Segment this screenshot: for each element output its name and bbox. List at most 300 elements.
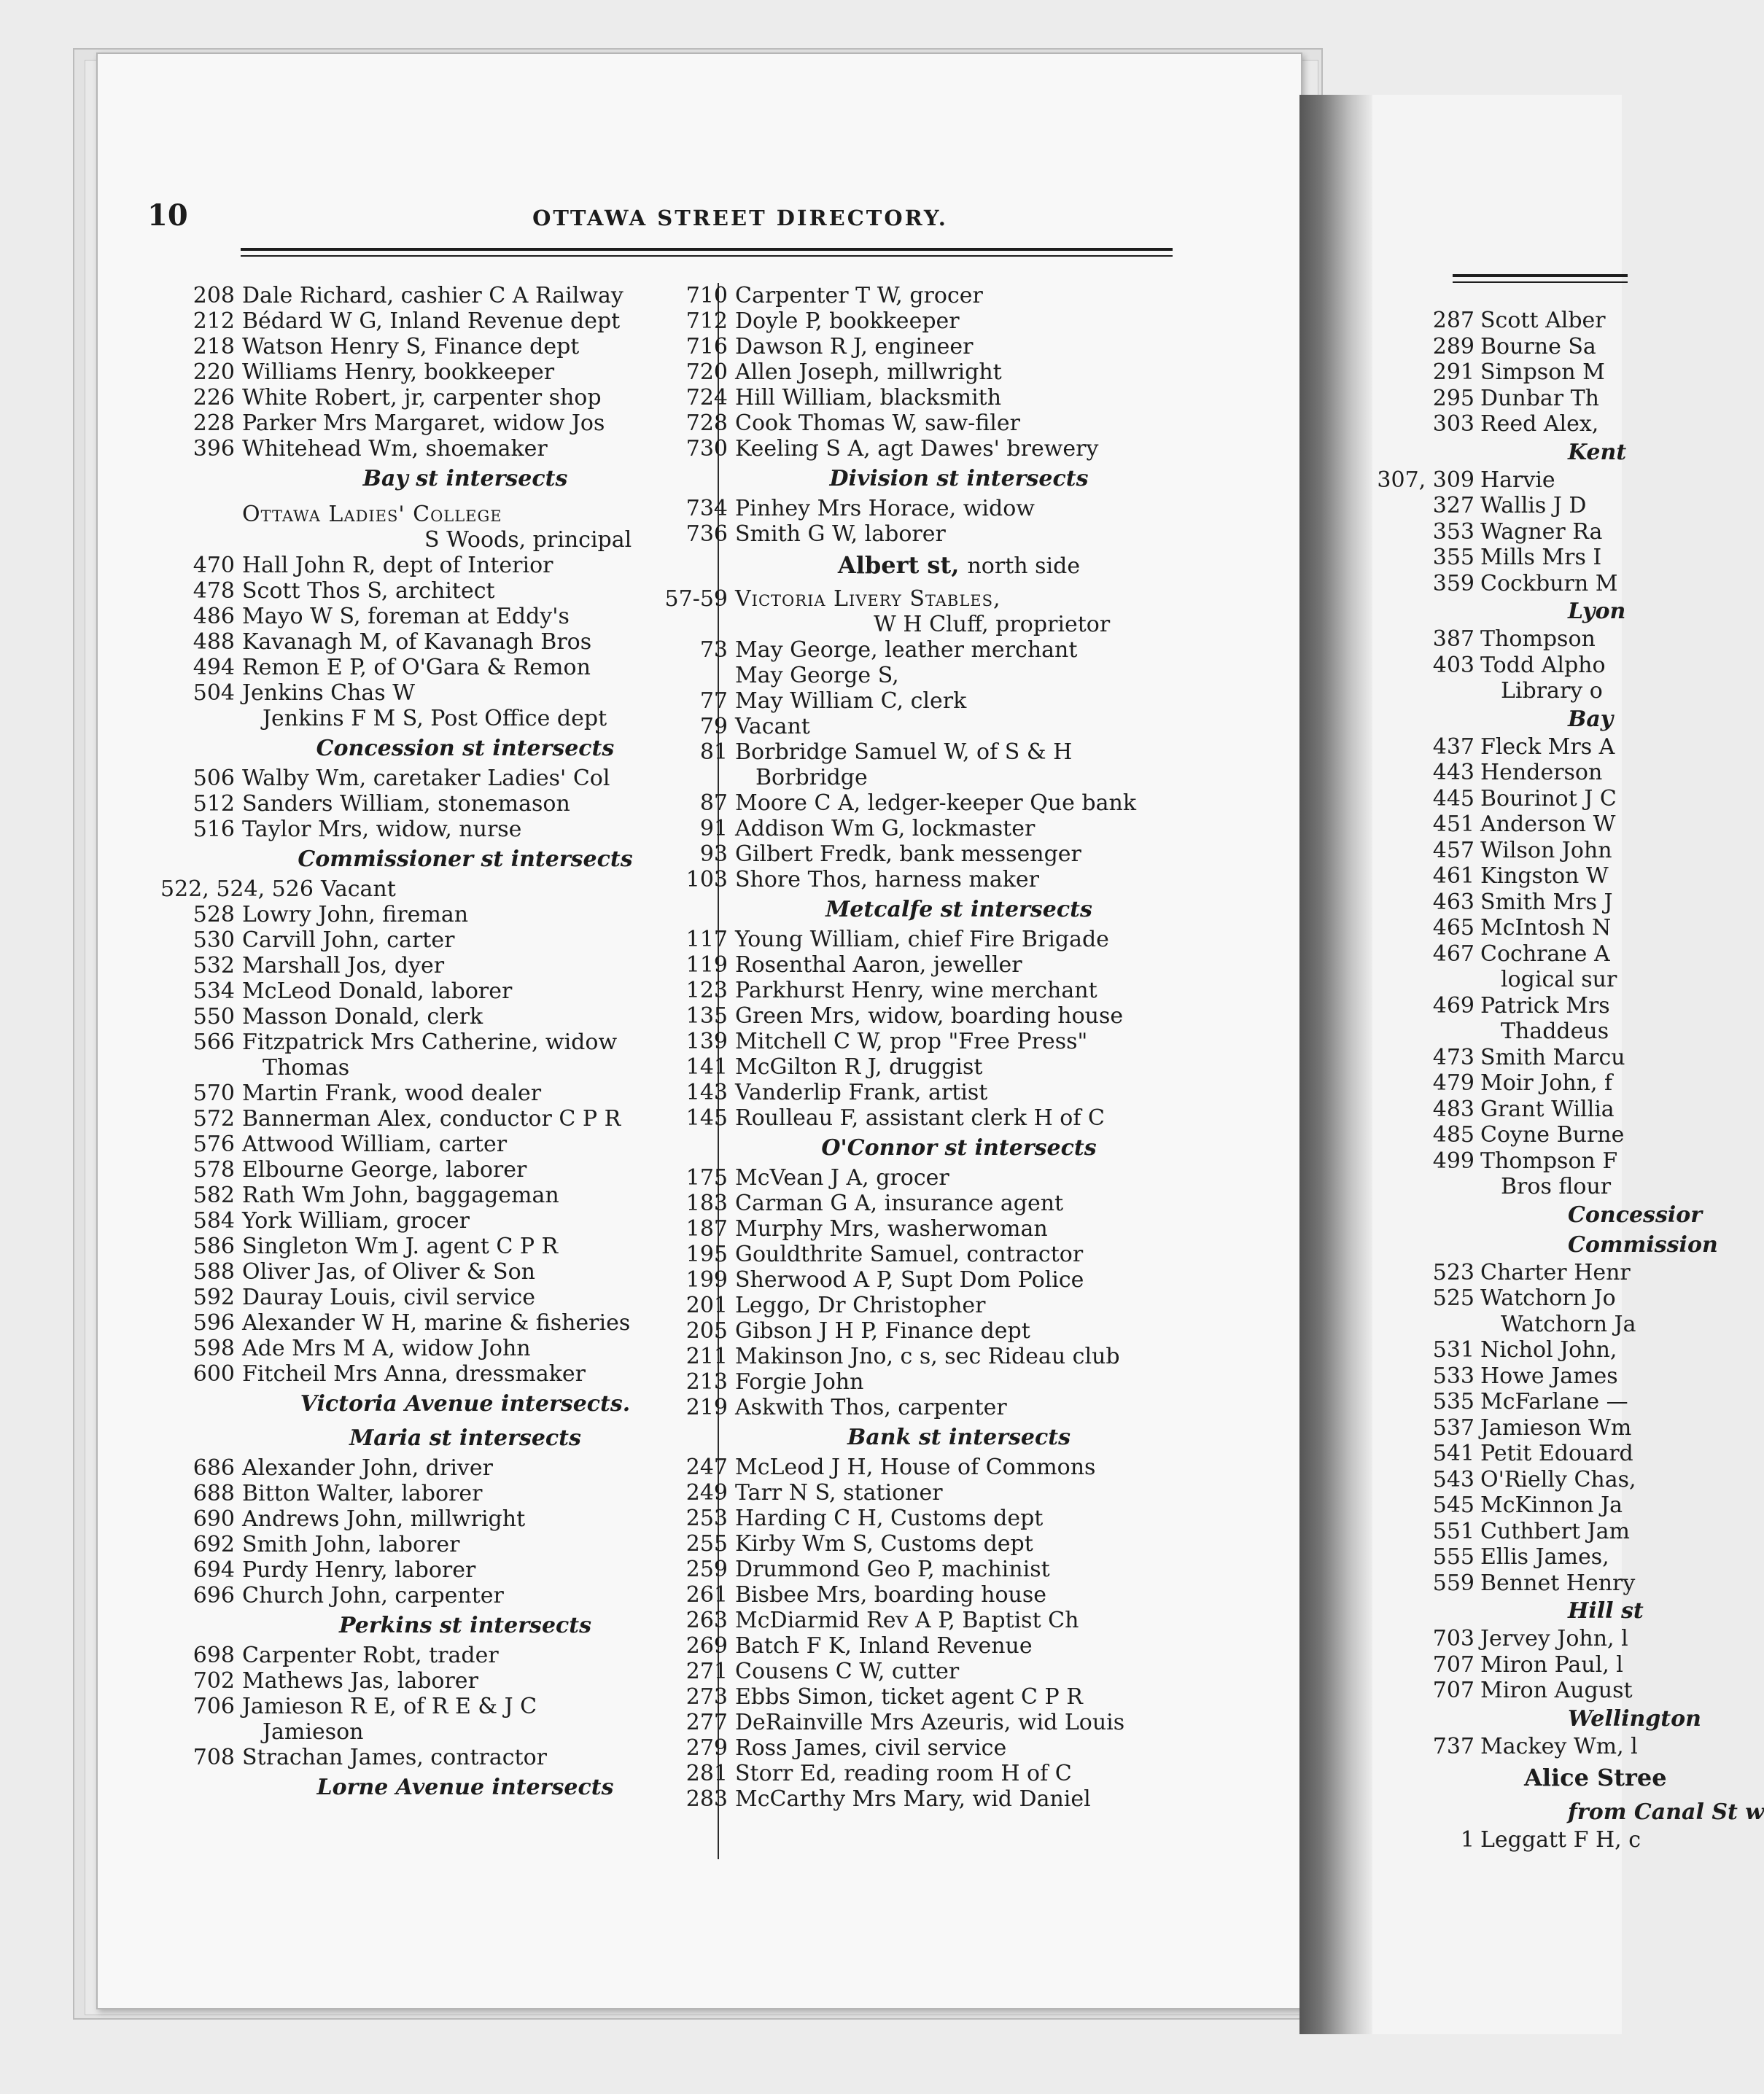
resident-text: Smith G W, laborer — [735, 521, 946, 547]
resident-text: Kavanagh M, of Kavanagh Bros — [242, 629, 592, 655]
resident-text: Attwood William, carter — [242, 1132, 508, 1157]
house-number: 271 — [685, 1659, 728, 1684]
resident-text: Strachan James, contractor — [242, 1745, 548, 1770]
house-number: 504 — [193, 680, 235, 706]
directory-entry — [1432, 308, 1764, 334]
resident-text: Allen Joseph, millwright — [735, 359, 1002, 385]
resident-text: Doyle P, bookkeeper — [735, 308, 960, 334]
resident-text: Bourinot J C — [1480, 785, 1617, 811]
directory-entry — [193, 578, 688, 604]
house-number: 525 — [1432, 1285, 1474, 1311]
directory-entry — [685, 927, 1183, 952]
directory-entry — [1432, 1544, 1764, 1570]
directory-entry — [193, 953, 688, 978]
directory-entry — [1432, 1337, 1764, 1363]
directory-entry — [1432, 785, 1764, 812]
directory-entry — [1432, 1070, 1764, 1097]
cross-street-heading: Bank st intersects — [847, 1425, 1071, 1450]
cross-street-heading: Bay — [1568, 706, 1614, 732]
house-number: 255 — [685, 1531, 728, 1557]
house-number: 273 — [685, 1684, 728, 1710]
directory-entry — [1460, 1827, 1764, 1853]
house-number: 582 — [193, 1183, 235, 1208]
resident-text: Alexander W H, marine & fisheries — [242, 1310, 631, 1336]
directory-entry — [685, 334, 1183, 359]
directory-entry — [193, 283, 688, 308]
resident-text: Murphy Mrs, washerwoman — [735, 1216, 1048, 1242]
house-number: 696 — [193, 1583, 235, 1608]
house-number: 578 — [193, 1157, 235, 1183]
resident-text: Patrick Mrs — [1480, 992, 1610, 1019]
directory-entry — [1432, 1259, 1764, 1286]
resident-text: Drummond Geo P, machinist — [735, 1557, 1050, 1582]
street-heading — [735, 547, 1183, 586]
resident-text: Todd Alpho — [1480, 652, 1606, 678]
house-number: 201 — [685, 1293, 728, 1318]
resident-text: Purdy Henry, laborer — [242, 1557, 476, 1583]
resident-text: Reed Alex, — [1480, 411, 1599, 437]
resident-text: McDiarmid Rev A P, Baptist Ch — [735, 1608, 1079, 1633]
resident-text: Watchorn Jo — [1480, 1285, 1616, 1311]
house-number: 139 — [685, 1029, 728, 1054]
house-number: 73 — [699, 637, 728, 663]
house-number: 253 — [685, 1506, 728, 1531]
directory-entry — [685, 1557, 1183, 1582]
resident-text: Jamieson R E, of R E & J C — [242, 1694, 537, 1719]
directory-entry — [685, 1684, 1183, 1710]
directory-entry — [664, 586, 1183, 612]
directory-entry — [1432, 626, 1764, 653]
house-number: 123 — [685, 978, 728, 1003]
house-number: 183 — [685, 1191, 728, 1216]
directory-entry — [685, 496, 1183, 521]
directory-entry — [685, 1191, 1183, 1216]
house-number: 307, 309 — [1377, 467, 1474, 493]
directory-entry — [699, 714, 1183, 739]
directory-entry — [193, 359, 688, 385]
directory-entry — [1432, 1678, 1764, 1704]
directory-entry — [193, 1259, 688, 1285]
directory-entry — [1432, 652, 1764, 679]
directory-entry — [1432, 837, 1764, 864]
running-head: OTTAWA STREET DIRECTORY. — [532, 206, 948, 230]
house-number: 327 — [1432, 493, 1474, 518]
house-number: 534 — [193, 978, 235, 1004]
house-number: 213 — [685, 1369, 728, 1395]
house-number: 226 — [193, 385, 235, 410]
house-number: 199 — [685, 1267, 728, 1293]
resident-text: Bourne Sa — [1480, 333, 1596, 359]
resident-text: Singleton Wm J. agent C P R — [242, 1234, 559, 1259]
house-number: 269 — [685, 1633, 728, 1659]
house-number: 541 — [1432, 1441, 1474, 1466]
resident-text: Wagner Ra — [1480, 518, 1603, 545]
directory-entry — [1432, 411, 1764, 437]
directory-entry — [685, 1267, 1183, 1293]
house-number: 463 — [1432, 889, 1474, 915]
house-number: 532 — [193, 953, 235, 978]
directory-entry — [685, 1369, 1183, 1395]
resident-text: Leggatt F H, c — [1480, 1827, 1641, 1853]
house-number: 117 — [685, 927, 728, 952]
directory-entry — [193, 1532, 688, 1557]
directory-entry — [1432, 493, 1764, 519]
cross-street-heading: Kent — [1568, 439, 1627, 465]
directory-entry — [685, 1531, 1183, 1557]
resident-text: Taylor Mrs, widow, nurse — [242, 817, 522, 842]
resident-text: Vacant — [735, 714, 810, 739]
directory-entry — [1432, 733, 1764, 760]
resident-text: Bédard W G, Inland Revenue dept — [242, 308, 621, 334]
house-number: 588 — [193, 1259, 235, 1285]
house-number: 710 — [685, 283, 728, 308]
directory-entry — [1432, 941, 1764, 968]
house-number: 720 — [685, 359, 728, 385]
house-number: 702 — [193, 1668, 235, 1694]
resident-text: Dauray Louis, civil service — [242, 1285, 535, 1310]
directory-entry — [685, 1455, 1183, 1480]
directory-entry — [193, 1455, 688, 1481]
cross-street-heading: Lorne Avenue intersects — [316, 1775, 614, 1800]
house-number: 175 — [685, 1165, 728, 1191]
directory-entry — [193, 1481, 688, 1506]
resident-text: Batch F K, Inland Revenue — [735, 1633, 1033, 1659]
house-number: 694 — [193, 1557, 235, 1583]
resident-text: Smith John, laborer — [242, 1532, 460, 1557]
house-number: 516 — [193, 817, 235, 842]
resident-text: Wallis J D — [1480, 493, 1587, 518]
cross-street-heading: Concessior — [1568, 1202, 1703, 1228]
house-number: 81 — [699, 739, 728, 765]
directory-entry — [1432, 518, 1764, 545]
directory-entry — [1432, 1626, 1764, 1652]
directory-entry — [193, 1336, 688, 1361]
resident-text: McIntosh N — [1480, 915, 1612, 941]
resident-text: Kirby Wm S, Customs dept — [735, 1531, 1033, 1557]
left-column — [160, 283, 688, 1805]
directory-entry — [193, 927, 688, 953]
directory-entry — [1432, 1518, 1764, 1545]
resident-text: Oliver Jas, of Oliver & Son — [242, 1259, 535, 1285]
house-number: 531 — [1432, 1337, 1474, 1363]
house-number: 522, 524, 526 — [160, 876, 314, 902]
resident-text: Petit Edouard — [1480, 1441, 1633, 1466]
house-number: 249 — [685, 1480, 728, 1506]
resident-text: Bisbee Mrs, boarding house — [735, 1582, 1047, 1608]
directory-entry — [1432, 1492, 1764, 1519]
resident-text: Harding C H, Customs dept — [735, 1506, 1044, 1531]
resident-text: Keeling S A, agt Dawes' brewery — [735, 436, 1099, 462]
house-number: 103 — [685, 867, 728, 892]
cross-street-heading: Maria st intersects — [349, 1425, 581, 1451]
house-number: 576 — [193, 1132, 235, 1157]
book-gutter — [1299, 95, 1372, 2034]
resident-text: Miron Paul, l — [1480, 1651, 1623, 1678]
resident-text: Forgie John — [735, 1369, 864, 1395]
directory-entry — [193, 1132, 688, 1157]
resident-text: Williams Henry, bookkeeper — [242, 359, 555, 385]
house-number: 295 — [1432, 385, 1474, 411]
directory-entry — [193, 436, 688, 462]
house-number: 355 — [1432, 545, 1474, 570]
house-number: 535 — [1432, 1389, 1474, 1414]
directory-entry — [1432, 1414, 1764, 1441]
directory-entry — [1432, 333, 1764, 360]
resident-text: Anderson W — [1480, 811, 1616, 837]
resident-text: Green Mrs, widow, boarding house — [735, 1003, 1124, 1029]
directory-entry — [1432, 1733, 1764, 1760]
house-number: 187 — [685, 1216, 728, 1242]
resident-text: Grant Willia — [1480, 1096, 1615, 1122]
directory-entry — [1432, 1285, 1764, 1312]
house-number: 586 — [193, 1234, 235, 1259]
house-number: 1 — [1460, 1827, 1474, 1853]
house-number: 707 — [1432, 1678, 1474, 1703]
resident-text: Sherwood A P, Supt Dom Police — [735, 1267, 1084, 1293]
resident-text: Vanderlip Frank, artist — [735, 1080, 988, 1105]
cross-street-heading: Victoria Avenue intersects. — [300, 1391, 631, 1417]
resident-text: Dale Richard, cashier C A Railway — [242, 283, 623, 308]
resident-text: Fleck Mrs A — [1480, 733, 1615, 760]
resident-text: Smith Marcu — [1480, 1044, 1625, 1070]
directory-entry — [193, 1183, 688, 1208]
directory-entry — [1432, 1363, 1764, 1390]
resident-text: Leggo, Dr Christopher — [735, 1293, 986, 1318]
house-number: 353 — [1432, 518, 1474, 545]
resident-text: Cuthbert Jam — [1480, 1518, 1630, 1544]
directory-entry — [685, 1506, 1183, 1531]
directory-entry — [193, 1694, 688, 1719]
resident-text: Mathews Jas, laborer — [242, 1668, 478, 1694]
directory-entry — [685, 410, 1183, 436]
house-number: 523 — [1432, 1259, 1474, 1285]
directory-entry — [685, 436, 1183, 462]
house-number: 212 — [193, 308, 235, 334]
house-number: 703 — [1432, 1626, 1474, 1651]
directory-entry — [1432, 1466, 1764, 1493]
house-number: 303 — [1432, 411, 1474, 437]
house-number: 494 — [193, 655, 235, 680]
directory-entry — [1432, 992, 1764, 1019]
house-number: 506 — [193, 766, 235, 791]
house-number: 437 — [1432, 733, 1474, 760]
house-number: 145 — [685, 1105, 728, 1131]
resident-text: Alexander John, driver — [242, 1455, 493, 1481]
resident-text: Ebbs Simon, ticket agent C P R — [735, 1684, 1083, 1710]
house-number: 87 — [699, 790, 728, 816]
directory-entry — [685, 283, 1183, 308]
house-number: 208 — [193, 283, 235, 308]
house-number: 287 — [1432, 308, 1474, 333]
cross-street-heading: Hill st — [1568, 1598, 1644, 1624]
directory-entry — [699, 637, 1183, 663]
house-number: 143 — [685, 1080, 728, 1105]
house-number: 473 — [1432, 1044, 1474, 1070]
house-number: 690 — [193, 1506, 235, 1532]
cross-street-heading: from Canal St w — [1568, 1799, 1764, 1825]
resident-text: Harvie — [1480, 467, 1555, 493]
resident-text: Tarr N S, stationer — [735, 1480, 943, 1506]
house-number: 600 — [193, 1361, 235, 1387]
cross-street-heading: Division st intersects — [829, 466, 1089, 491]
directory-entry — [685, 308, 1183, 334]
cross-street-heading: Wellington — [1568, 1705, 1701, 1732]
resident-text: Hill William, blacksmith — [735, 385, 1002, 410]
house-number: 555 — [1432, 1544, 1474, 1570]
directory-entry — [685, 1608, 1183, 1633]
directory-entry — [685, 1344, 1183, 1369]
house-number: 211 — [685, 1344, 728, 1369]
resident-text: DeRainville Mrs Azeuris, wid Louis — [735, 1710, 1125, 1735]
house-number: 537 — [1432, 1414, 1474, 1441]
directory-entry — [193, 1361, 688, 1387]
directory-entry — [685, 1735, 1183, 1761]
entry-continuation: Library o — [1501, 678, 1603, 704]
header-rule-thin — [241, 255, 1173, 257]
resident-text: Roulleau F, assistant clerk H of C — [735, 1105, 1105, 1131]
cross-street-heading: Metcalfe st intersects — [825, 897, 1092, 922]
resident-text: Smith Mrs J — [1480, 889, 1613, 915]
directory-entry — [699, 790, 1183, 816]
entry-continuation: Thaddeus — [1501, 1019, 1609, 1044]
resident-text: Gilbert Fredk, bank messenger — [735, 841, 1081, 867]
resident-text: Bitton Walter, laborer — [242, 1481, 483, 1506]
street-name: Alice Stree — [1524, 1764, 1667, 1791]
house-number: 261 — [685, 1582, 728, 1608]
house-number: 716 — [685, 334, 728, 359]
house-number: 499 — [1432, 1148, 1474, 1174]
resident-text: Dunbar Th — [1480, 385, 1599, 411]
resident-text: Bannerman Alex, conductor C P R — [242, 1106, 621, 1132]
page-number: 10 — [147, 198, 188, 233]
resident-text: Victoria Livery Stables, — [735, 586, 1001, 612]
street-name: Albert st, — [837, 551, 960, 579]
directory-entry — [193, 385, 688, 410]
directory-entry — [685, 1786, 1183, 1812]
directory-entry — [193, 1668, 688, 1694]
directory-entry — [193, 978, 688, 1004]
resident-text: McLeod J H, House of Commons — [735, 1455, 1096, 1480]
directory-entry — [1432, 889, 1764, 916]
house-number: 692 — [193, 1532, 235, 1557]
directory-entry — [685, 359, 1183, 385]
directory-entry — [193, 1208, 688, 1234]
directory-entry — [193, 1030, 688, 1055]
directory-entry — [193, 1506, 688, 1532]
resident-text: Henderson — [1480, 760, 1603, 785]
house-number: 566 — [193, 1030, 235, 1055]
house-number: 550 — [193, 1004, 235, 1030]
directory-entry — [1432, 545, 1764, 571]
cross-street-heading: Commission — [1568, 1231, 1718, 1258]
house-number: 545 — [1432, 1492, 1474, 1518]
directory-entry — [685, 1395, 1183, 1420]
resident-text: McLeod Donald, laborer — [242, 978, 513, 1004]
resident-text: Storr Ed, reading room H of C — [735, 1761, 1072, 1786]
house-number: 728 — [685, 410, 728, 436]
resident-text: Young William, chief Fire Brigade — [735, 927, 1109, 952]
house-number: 228 — [193, 410, 235, 436]
directory-entry — [1377, 467, 1764, 494]
resident-text: Addison Wm G, lockmaster — [735, 816, 1036, 841]
resident-text: Mitchell C W, prop "Free Press" — [735, 1029, 1088, 1054]
directory-entry — [193, 680, 688, 706]
entry-continuation: Borbridge — [755, 765, 868, 790]
resident-text: York William, grocer — [242, 1208, 470, 1234]
house-number: 467 — [1432, 941, 1474, 967]
directory-entry — [193, 1106, 688, 1132]
resident-text: Wilson John — [1480, 837, 1612, 863]
directory-entry — [1432, 359, 1764, 386]
house-number: 277 — [685, 1710, 728, 1735]
house-number: 708 — [193, 1745, 235, 1770]
resident-text: Sanders William, stonemason — [242, 791, 570, 817]
house-number: 488 — [193, 629, 235, 655]
resident-text: Masson Donald, clerk — [242, 1004, 483, 1030]
house-number: 737 — [1432, 1733, 1474, 1759]
resident-text: Fitzpatrick Mrs Catherine, widow — [242, 1030, 618, 1055]
directory-entry — [193, 791, 688, 817]
directory-entry — [160, 876, 688, 902]
street-side: north side — [967, 553, 1081, 579]
resident-text: Remon E P, of O'Gara & Remon — [242, 655, 591, 680]
facing-page-column — [1377, 308, 1764, 1853]
directory-entry — [685, 1054, 1183, 1080]
house-number: 457 — [1432, 837, 1474, 863]
resident-text: May George, leather merchant — [735, 637, 1078, 663]
resident-text: May William C, clerk — [735, 688, 967, 714]
facing-header-rule-thin — [1453, 281, 1628, 283]
directory-entry — [193, 1310, 688, 1336]
house-number: 279 — [685, 1735, 728, 1761]
directory-entry — [685, 1216, 1183, 1242]
directory-entry — [1432, 1389, 1764, 1415]
house-number: 559 — [1432, 1570, 1474, 1596]
directory-entry — [685, 952, 1183, 978]
resident-text: McVean J A, grocer — [735, 1165, 949, 1191]
house-number: 512 — [193, 791, 235, 817]
house-number: 528 — [193, 902, 235, 927]
directory-entry — [193, 766, 688, 791]
house-number: 724 — [685, 385, 728, 410]
resident-text: Rosenthal Aaron, jeweller — [735, 952, 1022, 978]
directory-entry — [699, 688, 1183, 714]
cross-street-heading: Lyon — [1568, 599, 1626, 624]
house-number: 736 — [685, 521, 728, 547]
resident-text: Howe James — [1480, 1363, 1618, 1389]
resident-text: Elbourne George, laborer — [242, 1157, 527, 1183]
resident-text: Scott Alber — [1480, 308, 1606, 333]
house-number: 396 — [193, 436, 235, 462]
resident-text: Jenkins Chas W — [242, 680, 416, 706]
directory-entry — [193, 817, 688, 842]
house-number: 478 — [193, 578, 235, 604]
resident-text: Thompson F — [1480, 1148, 1618, 1174]
house-number: 572 — [193, 1106, 235, 1132]
directory-entry — [685, 1480, 1183, 1506]
resident-text: Moore C A, ledger-keeper Que bank — [735, 790, 1137, 816]
directory-entry — [699, 739, 1183, 765]
house-number: 263 — [685, 1608, 728, 1633]
resident-text: Makinson Jno, c s, sec Rideau club — [735, 1344, 1120, 1369]
house-number: 734 — [685, 496, 728, 521]
house-number: 592 — [193, 1285, 235, 1310]
house-number: 291 — [1432, 359, 1474, 385]
institution-name: Ottawa Ladies' College — [242, 502, 502, 527]
directory-entry — [685, 1105, 1183, 1131]
house-number: 486 — [193, 604, 235, 629]
directory-entry — [1432, 1570, 1764, 1597]
